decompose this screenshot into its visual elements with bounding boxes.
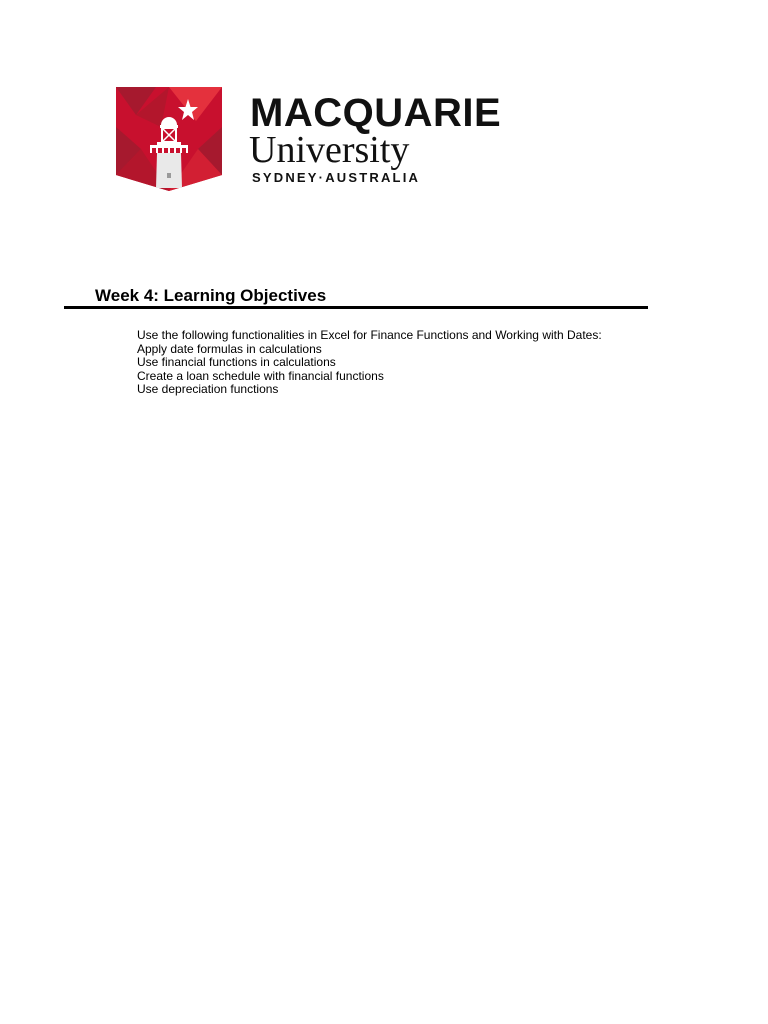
university-logo [116, 87, 536, 197]
logo-location: SYDNEY·AUSTRALIA [252, 170, 421, 185]
objectives-list [137, 329, 602, 397]
objective-item: Use financial functions in calculations [137, 355, 336, 370]
objective-item: Use depreciation functions [137, 382, 279, 397]
title-underline [64, 306, 648, 309]
lighthouse-shield-icon [116, 87, 222, 191]
objective-item: Apply date formulas in calculations [137, 341, 322, 356]
page-title: Week 4: Learning Objectives [95, 286, 327, 305]
logo-wordmark: MACQUARIE [250, 91, 502, 135]
objective-item: Create a loan schedule with financial functions [137, 368, 384, 383]
objectives-intro: Use the following functionalities in Excel for Finance Functions and Working with Dates: [137, 328, 602, 342]
logo-subtitle: University [249, 129, 410, 171]
